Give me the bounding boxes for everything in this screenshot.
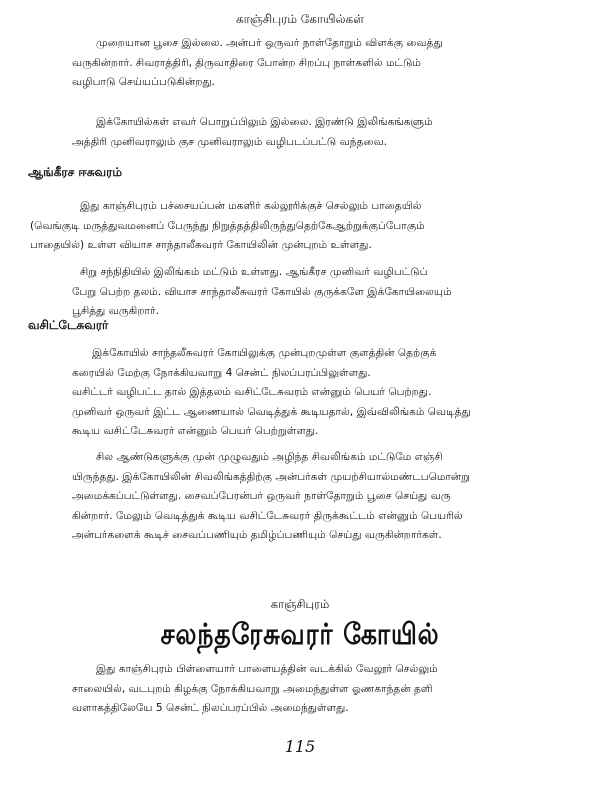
section-heading-vasittesa: வசிட்டேசுவரர் [28,318,109,332]
text-line: அத்திரி முனிவராலும் குச முனிவராலும் வழிபடப்பட்டு வந்தவை. [72,135,387,148]
vasittesa-paragraph-2 [72,448,592,546]
text-line: யிருந்தது. இக்கோயிலின் சிவலிங்கத்திற்கு அன்பர்கள் முயற்சியால்மண்டபமொன்று [72,470,471,483]
salandhara-paragraph-1 [72,660,592,719]
text-line: வசிட்டர் வழிபட்ட தால் இத்தலம் வசிட்டேசுவரம் என்னும் பெயர் பெற்றது. [72,386,432,398]
text-line: சாலையில், வடபுறம் கிழக்கு நோக்கியவாறு அமைந்துள்ள ஓணகாந்தன் தளி [72,682,433,695]
text-line: முறையான பூசை இல்லை. அன்பர் ஒருவர் நாள்தோறும் விளக்கு வைத்து [96,37,443,49]
text-line: (வெங்குடி மருத்துவமனைப் பேருந்து நிறுத்தத்திலிருந்துதெற்கேஆற்றுக்குப்போகும் [30,219,425,232]
angeerasa-paragraph-1 [30,197,595,256]
text-line: இது காஞ்சிபுரம் பிள்ளையார் பாளையத்தின் வடக்கில் வேலூர் செல்லும் [96,663,438,675]
text-line: பேறு பெற்ற தலம். வியாச சாந்தாலீசுவரர் கோயில் குருக்களே இக்கோயிலையும் [72,285,452,298]
vasittesa-paragraph-1 [72,344,592,442]
text-line: முனிவர் ஒருவர் இட்ட ஆணையால் வெடித்துக் கூடியதால், இவ்விலிங்கம் வெடித்து [72,405,471,418]
text-line: கின்றார். மேலும் வெடித்துக் கூடிய வசிட்டேசுவரர் திருக்கூட்டம் என்னும் பெயரில் [72,509,463,522]
text-line: சில ஆண்டுகளுக்கு முன் முழுவதும் அழிந்த சிவலிங்கம் மட்டுமே எஞ்சி [96,451,443,463]
section-heading-angeerasa: ஆங்கீரச ஈசுவரம் [28,165,123,179]
text-line: வளாகத்திலேயே 5 சென்ட் நிலப்பரப்பில் அமைந்துள்ளது. [72,702,349,714]
text-line: வழிபாடு செய்யப்படுகின்றது. [72,76,216,88]
place-name: காஞ்சிபுரம் [270,597,330,611]
text-line: பூசித்து வருகிறார். [72,305,159,317]
text-line: வருகின்றார். சிவராத்திரி, திருவாதிரை போன்ற சிறப்பு நாள்களில் மட்டும் [72,56,421,69]
intro-paragraph-2 [72,113,592,152]
text-line: இது காஞ்சிபுரம் பச்சையப்பன் மகளிர் கல்லூரிக்குச் செல்லும் பாதையில் [80,200,422,212]
text-line: கரையில் மேற்கு நோக்கியவாறு 4 சென்ட் நிலப்பரப்பிலுள்ளது. [72,366,371,379]
intro-paragraph-1 [72,34,592,93]
text-line: பாதையில்) உள்ள வியாச சாந்தாலீசுவரர் கோயிலின் முன்புறம் உள்ளது. [30,239,372,251]
text-line: இக்கோயில்கள் எவர் பொறுப்பிலும் இல்லை. இரண்டு இலிங்கங்களும் [96,116,433,128]
text-line: இக்கோயில் சாந்தலீசுவரர் கோயிலுக்கு முன்புறமுள்ள குளத்தின் தெற்குக் [92,347,437,359]
angeerasa-paragraph-2 [72,263,592,322]
page-number: 115 [284,737,316,756]
text-line: அமைக்கப்பட்டுள்ளது. சைவப்பேரன்பர் ஒருவர் நாள்தோறும் பூசை செய்து வரு [72,490,451,502]
text-line: சிறு சந்நிதியில் இலிங்கம் மட்டும் உள்ளது. ஆங்கீரச முனிவர் வழிபட்டுப் [80,266,428,278]
running-header: காஞ்சிபுரம் கோயில்கள் [235,12,365,26]
temple-title: சலந்தரேசுவரர் கோயில் [160,617,440,651]
text-line: அன்பர்களைக் கூடிச் சைவப்பணியும் தமிழ்ப்பணியும் செய்து வருகின்றார்கள். [72,529,442,541]
text-line: கூடிய வசிட்டேசுவரர் என்னும் பெயர் பெற்றுள்ளது. [72,425,319,437]
